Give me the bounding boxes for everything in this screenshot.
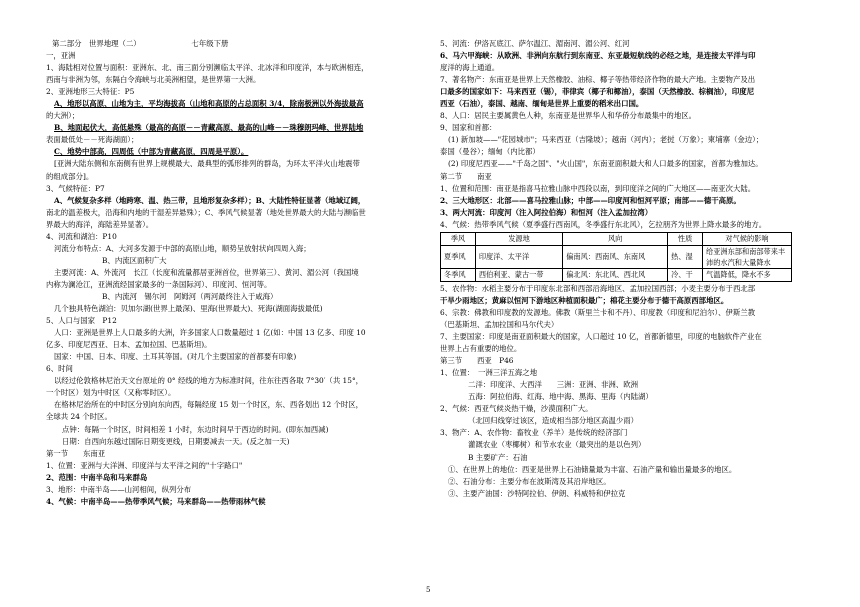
- text-line: 4、气候：中南半岛——热带季风气候；马来群岛——热带雨林气候: [46, 496, 266, 506]
- text-line: 3、气候特征：P7: [46, 183, 105, 193]
- text-line: [亚洲大陆东侧和东南侧有世界上规模最大、最典型的弧形排列的群岛，为环太平洋火山地震带: [54, 159, 360, 169]
- text-line: 全球共 24 个时区。: [46, 412, 112, 422]
- text-line: 一个时区）划为中时区（又称零时区）。: [46, 388, 176, 398]
- table-cell: 气温降低，降水不多: [703, 268, 792, 281]
- text-line: (1) 新加坡——"花园城市"；马来西亚（吉隆坡）；越南（河内）；老挝（万象）；柬埔寨（金边）；: [448, 135, 764, 145]
- table-header-row: [441, 232, 792, 245]
- table-cell: 热、湿: [668, 245, 703, 268]
- table-cell: 偏北风：东北风、西北风: [563, 268, 668, 281]
- table-cell: 偏南风：西南风、东南风: [563, 245, 668, 268]
- table-cell: 冬季风: [441, 268, 476, 281]
- table-cell: 给亚洲东部和南部带来丰沛的水汽和大量降水: [703, 245, 792, 268]
- table-row: [441, 268, 792, 281]
- text-line: 干旱少雨地区；黄麻以恒河下游地区种植面积最广；棉花主要分布于德干高原西部地区。: [440, 295, 729, 305]
- text-line: 西南与非洲为邻，东隔白令海峡与北美洲相望，是世界第一大洲。: [46, 75, 261, 85]
- text-line: 2、三大地形区：北部——喜马拉雅山脉；中部——印度河和恒河平原；南部——德干高原。: [440, 195, 741, 205]
- text-line: 河流分布特点：A、大河多发源于中部的高原山地，顺势呈放射状向四周入海；: [54, 243, 311, 253]
- text-line: 世界上占有重要的地位。: [440, 344, 522, 354]
- table-header-cell: 发源地: [475, 232, 562, 245]
- text-line: 亿多、印度尼西亚、日本、孟加拉国、巴基斯坦)。: [46, 340, 212, 350]
- text-line: B 主要矿产：石油: [468, 452, 528, 462]
- text-line: 8、人口：居民主要属黄色人种，东南亚是世界华人和华侨分布最集中的地区。: [440, 111, 696, 121]
- text-line: 1、位置： 一洲三洋五海之地: [440, 368, 538, 378]
- text-line: 6、时间: [46, 364, 73, 374]
- text-line: 2、范围：中南半岛和马来群岛: [46, 472, 148, 482]
- text-line: B、地面起伏大，高低悬殊（最高的高原－－青藏高原、最高的山峰－－珠穆朗玛峰、世界陆地: [54, 123, 364, 133]
- text-line: 2、亚洲地形三大特征：P5: [46, 87, 135, 97]
- text-line: 的组成部分]。: [46, 171, 94, 181]
- text-line: 1、海陆相对位置与面积：亚洲东、北、南三面分别濒临太平洋、北冰洋和印度洋，本与欧洲相连，: [46, 63, 369, 73]
- text-line: 人口：亚洲是世界上人口最多的大洲，许多国家人口数量超过 1 亿(如：中国 13 亿多、印度 10: [54, 328, 366, 338]
- text-line: ②、石油分布：主要分布在波斯湾及其沿岸地区。: [448, 476, 611, 486]
- section-heading: 第一节 东南亚: [46, 448, 106, 458]
- text-line: 内称为澜沧江，亚洲流经国家最多的一条国际河）、印度河、恒河等。: [46, 279, 272, 289]
- text-line: 界最大的海洋，海陆差异显著）。: [46, 219, 154, 229]
- text-line: 3、地形：中南半岛——山河相间，纵列分布: [46, 484, 192, 494]
- text-line: A、地形以高原、山地为主，平均海拔高（山地和高原的占总面积 3/4，除南极洲以外海拔最高: [54, 99, 364, 109]
- text-line: 西亚（石油），泰国、越南、缅甸是世界上重要的稻米出口国。: [440, 99, 644, 109]
- text-line: 6、宗教：佛教和印度教的发源地。佛教（斯里兰卡和不丹）、印度教（印度和尼泊尔）、伊斯兰教: [440, 307, 756, 317]
- text-line: A、气候复杂多样（地跨寒、温、热三带，且地形复杂多样）；B、大陆性特征显著（地域辽阔，: [54, 195, 366, 205]
- text-line: 表面最低处－－死海湖面）；: [46, 135, 139, 145]
- monsoon-table: [440, 232, 792, 282]
- text-line: 3、物产：A、农作物：畜牧业（养羊）是传统的经济部门: [440, 428, 628, 438]
- text-line: 7、著名物产：东南亚是世界上天然橡胶、油棕、椰子等热带经济作物的最大产地。主要物产及出: [440, 75, 756, 85]
- text-line: B、内流区面积广大: [102, 255, 167, 265]
- text-line: 4、气候：热带季风气候（夏季盛行西南风，冬季盛行东北风），乞拉朋齐为世界上降水最多的地方。: [440, 219, 767, 229]
- text-line: B、内流河 锡尔河 阿姆河（两河最终注入于咸海）: [102, 291, 278, 301]
- text-line: 5、河流：伊洛瓦底江、萨尔温江、湄南河、湄公河、红河: [440, 39, 630, 48]
- text-line: （巴基斯坦、孟加拉国和马尔代夫）: [440, 319, 559, 329]
- section-heading: 一，亚洲: [46, 51, 76, 61]
- text-line: 南北的温差极大，沿海和内地的干湿差异悬殊）；C、季风气候显著（地处世界最大的大陆与濒临世: [46, 207, 366, 217]
- table-header-cell: 性质: [668, 232, 703, 245]
- text-line: 口最多的国家如下：马来西亚（锡），菲律宾（椰子和椰油），泰国（天然橡胶、棕榈油），印度尼: [440, 87, 755, 97]
- right-column: [440, 38, 815, 500]
- text-line: ①、在世界上的地位：西亚是世界上石油储量最为丰富、石油产量和输出量最多的地区。: [448, 464, 737, 474]
- text-line: 1、位置：亚洲与大洋洲、印度洋与太平洋之间的"十字路口": [46, 460, 243, 470]
- text-line: 泰国（曼谷）；缅甸（内比都）: [440, 147, 540, 157]
- table-header-cell: 季风: [441, 232, 476, 245]
- table-cell: 西伯利亚、蒙古一带: [475, 268, 562, 281]
- document-header: [46, 38, 426, 50]
- text-line: 5、人口与国家 P12: [46, 316, 117, 326]
- text-line: ③、主要产油国：沙特阿拉伯、伊朗、科威特和伊拉克: [448, 488, 626, 498]
- left-column: [46, 38, 426, 508]
- text-line: 5、农作物：水稻主要分布于印度东北部和西部沿海地区、孟加拉国西部；小麦主要分布于西北部: [440, 283, 756, 293]
- page-number: 5: [426, 586, 431, 594]
- text-line: (2) 印度尼西亚——"千岛之国"、"火山国"，东南亚面积最大和人口最多的国家，首都为雅加达。: [448, 159, 763, 169]
- table-cell: 夏季风: [441, 245, 476, 268]
- text-line: C、地势中部高，四周低（中部为青藏高原，四周是平原）。: [54, 147, 249, 157]
- text-line: 几个独具特色湖泊：贝加尔湖(世界上最深)、里海(世界最大)、死海(湖面海拔最低): [54, 304, 323, 314]
- text-line: 3、两大河流：印度河（注入阿拉伯海）和恒河（注入孟加拉湾）: [440, 207, 653, 217]
- part-title: 第二部分 世界地理（二）: [52, 39, 141, 48]
- text-line: 以经过伦敦格林尼治天文台原址的 0° 经线的地方为标准时间，往东往西各取 7°30′（共 15°，: [54, 376, 364, 386]
- text-line: 2、气候：西亚气候炎热干燥，沙漠面积广大。: [440, 404, 593, 414]
- text-line: 国家：中国、日本、印度、土耳其等国。(对几个主要国家的首都要有印象): [54, 352, 297, 362]
- text-line: 6、马六甲海峡：从欧洲、非洲向东航行到东南亚、东亚最短航线的必经之地，是连接太平洋与印: [440, 51, 756, 61]
- text-line: 度洋的海上通道。: [440, 63, 500, 73]
- table-cell: 印度洋、太平洋: [475, 245, 562, 268]
- text-line: 在格林尼治所在的中时区分别向东向西，每隔经度 15 划一个时区，东、西各划出 12 个时区，: [54, 400, 364, 410]
- section-heading: 第二节 南亚: [440, 171, 492, 181]
- text-line: 五海：阿拉伯海、红海、地中海、黑海、里海（内陆湖）: [468, 392, 653, 402]
- table-header-cell: 对气候的影响: [703, 232, 792, 245]
- text-line: 7、主要国家：印度是南亚面积最大的国家，人口超过 10 亿，首都新德里，印度的电脑软件产业在: [440, 332, 762, 342]
- text-line: 的大洲）；: [46, 111, 80, 121]
- text-line: 二洋：印度洋、大西洋 三洲：亚洲、非洲、欧洲: [468, 380, 638, 390]
- table-cell: 冷、干: [668, 268, 703, 281]
- section-heading: 第三节 西亚 P46: [440, 356, 514, 366]
- text-line: 点钟：每隔一个时区，时间相差 1 小时，东边时间早于西边的时间。(即东加西减): [62, 424, 329, 434]
- text-line: （北回归线穿过该区，造成相当部分地区高温少雨）: [468, 416, 638, 426]
- text-line: 日期：自西向东越过国际日期变更线，日期要减去一天。(反之加一天): [62, 436, 290, 446]
- text-line: 4、河流和湖泊：P10: [46, 231, 117, 241]
- text-line: 主要河流：A、外流河 长江（长度和流量都居亚洲首位，世界第三）、黄河、湄公河（我国境: [54, 267, 359, 277]
- table-header-cell: 风向: [563, 232, 668, 245]
- table-row: [441, 245, 792, 268]
- text-line: 1、位置和范围：南亚是指喜马拉雅山脉中西段以南，到印度洋之间的广大地区——南亚次大陆。: [440, 183, 756, 193]
- text-line: 9、国家和首都：: [440, 123, 497, 133]
- grade-label: 七年级下册: [191, 39, 229, 48]
- text-line: 灌溉农业（枣椰树）和节水农业（最突出的是以色列）: [468, 440, 646, 450]
